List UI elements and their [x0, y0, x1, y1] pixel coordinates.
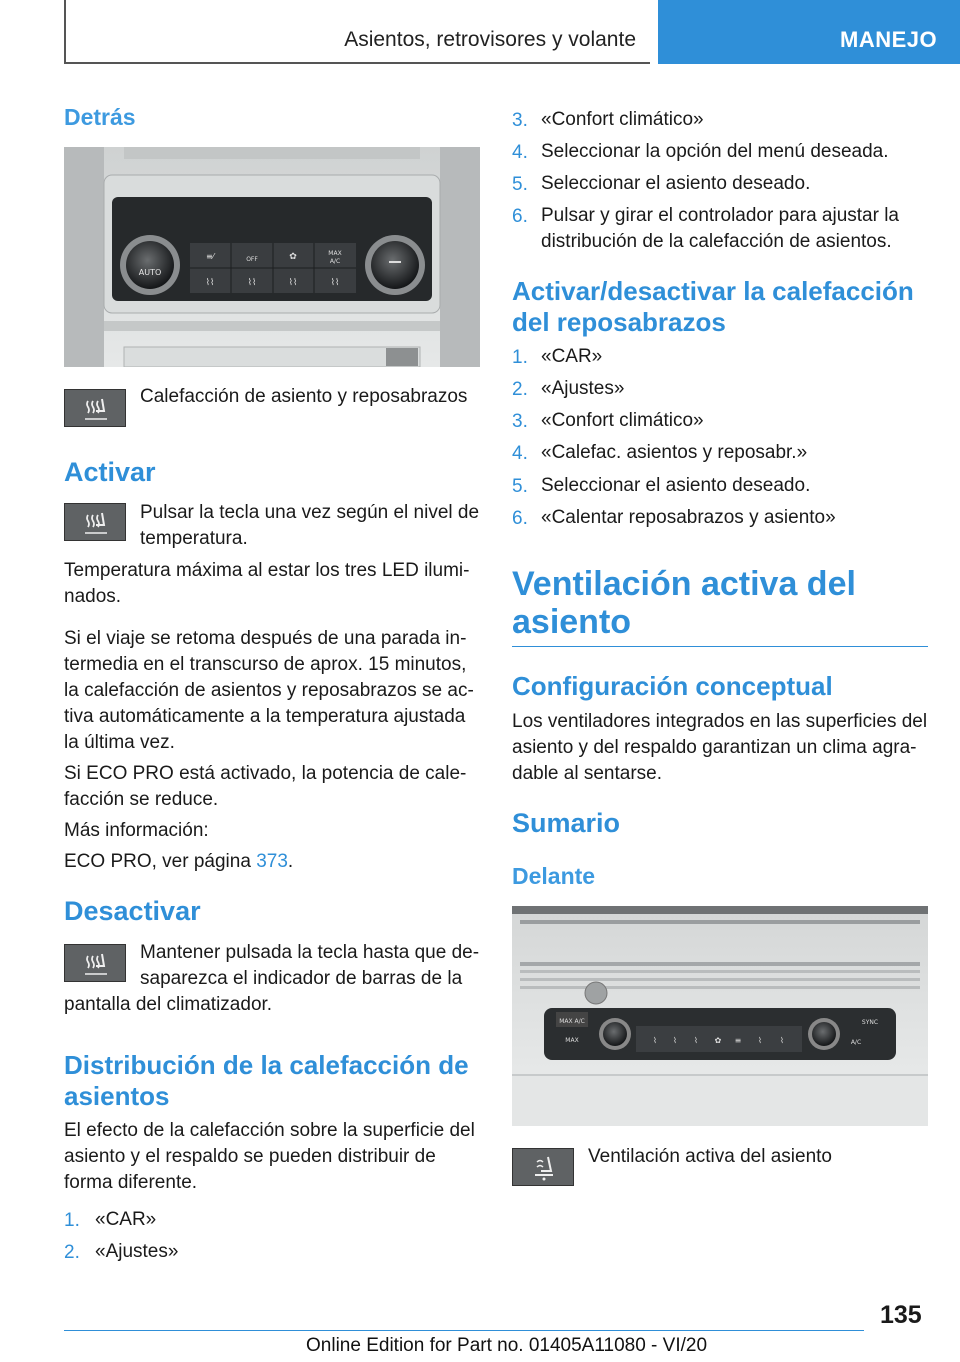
ventilated-seat-glyph — [530, 1154, 558, 1182]
eco-ref-page-link[interactable]: 373 — [256, 851, 288, 872]
svg-text:⌇⌇: ⌇⌇ — [247, 278, 257, 288]
list-number: 4. — [512, 443, 528, 464]
header-chapter-tab[interactable] — [658, 0, 960, 64]
photo-front-climate-panel — [512, 906, 928, 1126]
activar-text-2: temperatura. — [140, 528, 248, 549]
seat-heating-icon-3 — [64, 944, 126, 982]
heading-delante: Delante — [512, 863, 596, 889]
rear-off-label: OFF — [246, 256, 258, 263]
list-number: 2. — [64, 1242, 80, 1263]
list-text: Seleccionar el asiento deseado. — [541, 475, 811, 496]
rear-panel-illustration — [64, 147, 480, 367]
svg-text:⌇: ⌇ — [653, 1036, 657, 1045]
viaje-text-4: tiva automáticamente a la temperatura ajustada — [64, 706, 466, 727]
heated-seat-glyph — [82, 395, 110, 423]
list-text: Pulsar y girar el controlador para ajustar la — [541, 205, 900, 226]
distrib-text-3: forma diferente. — [64, 1172, 198, 1193]
heading-desactivar: Desactivar — [64, 896, 201, 926]
list-number: 6. — [512, 508, 528, 529]
photo-rear-climate-panel — [64, 147, 480, 367]
seat-heating-icon — [64, 389, 126, 427]
list-number: 3. — [512, 110, 528, 131]
list-number: 4. — [512, 142, 528, 163]
front-max-label: MAX — [565, 1037, 579, 1044]
config-text-3: dable al sentarse. — [512, 763, 662, 784]
svg-text:✿: ✿ — [289, 252, 297, 262]
distrib-text-2: asiento y el respaldo se pueden distribuir de — [64, 1146, 436, 1167]
heading-configuracion: Configuración conceptual — [512, 671, 833, 701]
mas-informacion: Más información: — [64, 820, 209, 841]
svg-text:≡⁄: ≡⁄ — [205, 252, 215, 261]
svg-text:≡: ≡ — [734, 1036, 742, 1045]
section-rule — [512, 646, 928, 647]
list-text: «Calentar reposabrazos y asiento» — [541, 507, 836, 528]
list-number: 3. — [512, 411, 528, 432]
svg-text:✿: ✿ — [714, 1036, 722, 1045]
list-text: «CAR» — [95, 1209, 157, 1230]
viaje-text-5: la última vez. — [64, 732, 175, 753]
heading-ventilacion-1: Ventilación activa del — [512, 565, 856, 603]
list-number: 2. — [512, 379, 528, 400]
config-text-1: Los ventiladores integrados en las superficies del — [512, 711, 928, 732]
eco-ref-end: . — [287, 851, 294, 872]
caption-seat-heating: Calefacción de asiento y reposabrazos — [140, 386, 468, 407]
eco-pro-reference — [64, 849, 293, 875]
svg-text:⌇⌇: ⌇⌇ — [205, 278, 215, 288]
caption-seat-ventilation: Ventilación activa del asiento — [588, 1146, 832, 1167]
eco-text-2: facción se reduce. — [64, 789, 219, 810]
header-section — [66, 0, 650, 64]
front-sync-label: SYNC — [861, 1019, 879, 1026]
seat-ventilation-icon — [512, 1148, 574, 1186]
footer-edition: Online Edition for Part no. 01405A11080 - VI/20 — [306, 1335, 708, 1356]
svg-text:⌇: ⌇ — [694, 1036, 698, 1045]
list-text: Seleccionar la opción del menú deseada. — [541, 141, 889, 162]
heading-reposabrazos-1: Activar/desactivar la calefacción — [512, 276, 914, 306]
heated-seat-glyph — [82, 950, 110, 978]
front-ac-label: A/C — [850, 1039, 862, 1046]
activar-text-1: Pulsar la tecla una vez según el nivel de — [140, 502, 480, 523]
temp-text-2: nados. — [64, 586, 122, 607]
svg-text:⌇: ⌇ — [780, 1036, 784, 1045]
heading-distribucion-2: asientos — [64, 1081, 170, 1111]
svg-text:⌇: ⌇ — [673, 1036, 677, 1045]
list-number: 5. — [512, 174, 528, 195]
rear-ac-label: A/C — [329, 258, 341, 265]
svg-text:⌇⌇: ⌇⌇ — [330, 278, 340, 288]
viaje-text-2: termedia en el transcurso de aprox. 15 minutos, — [64, 654, 467, 675]
heading-distribucion-1: Distribución de la calefacción de — [64, 1050, 469, 1080]
rear-max-label: MAX — [328, 250, 342, 257]
list-text: Seleccionar el asiento deseado. — [541, 173, 811, 194]
heated-seat-glyph — [82, 509, 110, 537]
svg-text:⌇⌇: ⌇⌇ — [288, 278, 298, 288]
front-max-ac-label: MAX A/C — [559, 1018, 585, 1025]
svg-text:⌇: ⌇ — [758, 1036, 762, 1045]
front-panel-illustration — [512, 906, 928, 1126]
list-text-cont: distribución de la calefacción de asientos. — [541, 231, 892, 252]
viaje-text-3: la calefacción de asientos y reposabrazos se ac- — [64, 680, 474, 701]
seat-heating-icon-2 — [64, 503, 126, 541]
viaje-text-1: Si el viaje se retoma después de una parada in- — [64, 628, 467, 649]
list-number: 6. — [512, 206, 528, 227]
header-chapter-label: MANEJO — [840, 27, 938, 52]
list-number: 5. — [512, 476, 528, 497]
temp-text-1: Temperatura máxima al estar los tres LED ilumi- — [64, 560, 470, 581]
desactivar-text-3: pantalla del climatizador. — [64, 994, 273, 1015]
list-number: 1. — [512, 347, 528, 368]
desactivar-text-1: Mantener pulsada la tecla hasta que de- — [140, 942, 480, 963]
footer-rule — [64, 1330, 864, 1331]
heading-reposabrazos-2: del reposabrazos — [512, 307, 726, 337]
list-number: 1. — [64, 1210, 80, 1231]
heading-detras: Detrás — [64, 104, 136, 130]
list-text: «Confort climático» — [541, 410, 704, 431]
heading-ventilacion-2: asiento — [512, 603, 632, 641]
list-text: «CAR» — [541, 346, 603, 367]
heading-activar: Activar — [64, 457, 156, 487]
header-section-title: Asientos, retrovisores y volante — [344, 28, 636, 51]
list-text: «Ajustes» — [541, 378, 625, 399]
list-text: «Confort climático» — [541, 109, 704, 130]
distrib-text-1: El efecto de la calefacción sobre la superficie del — [64, 1120, 475, 1141]
page-number: 135 — [880, 1301, 922, 1329]
rear-auto-label: AUTO — [138, 268, 162, 277]
desactivar-text-2: saparezca el indicador de barras de la — [140, 968, 463, 989]
list-text: «Calefac. asientos y reposabr.» — [541, 442, 808, 463]
heading-sumario: Sumario — [512, 808, 621, 838]
config-text-2: asiento y del respaldo garantizan un clima agra- — [512, 737, 917, 758]
list-text: «Ajustes» — [95, 1241, 179, 1262]
eco-text-1: Si ECO PRO está activado, la potencia de cale- — [64, 763, 467, 784]
eco-ref-text: ECO PRO, ver página — [64, 851, 257, 872]
